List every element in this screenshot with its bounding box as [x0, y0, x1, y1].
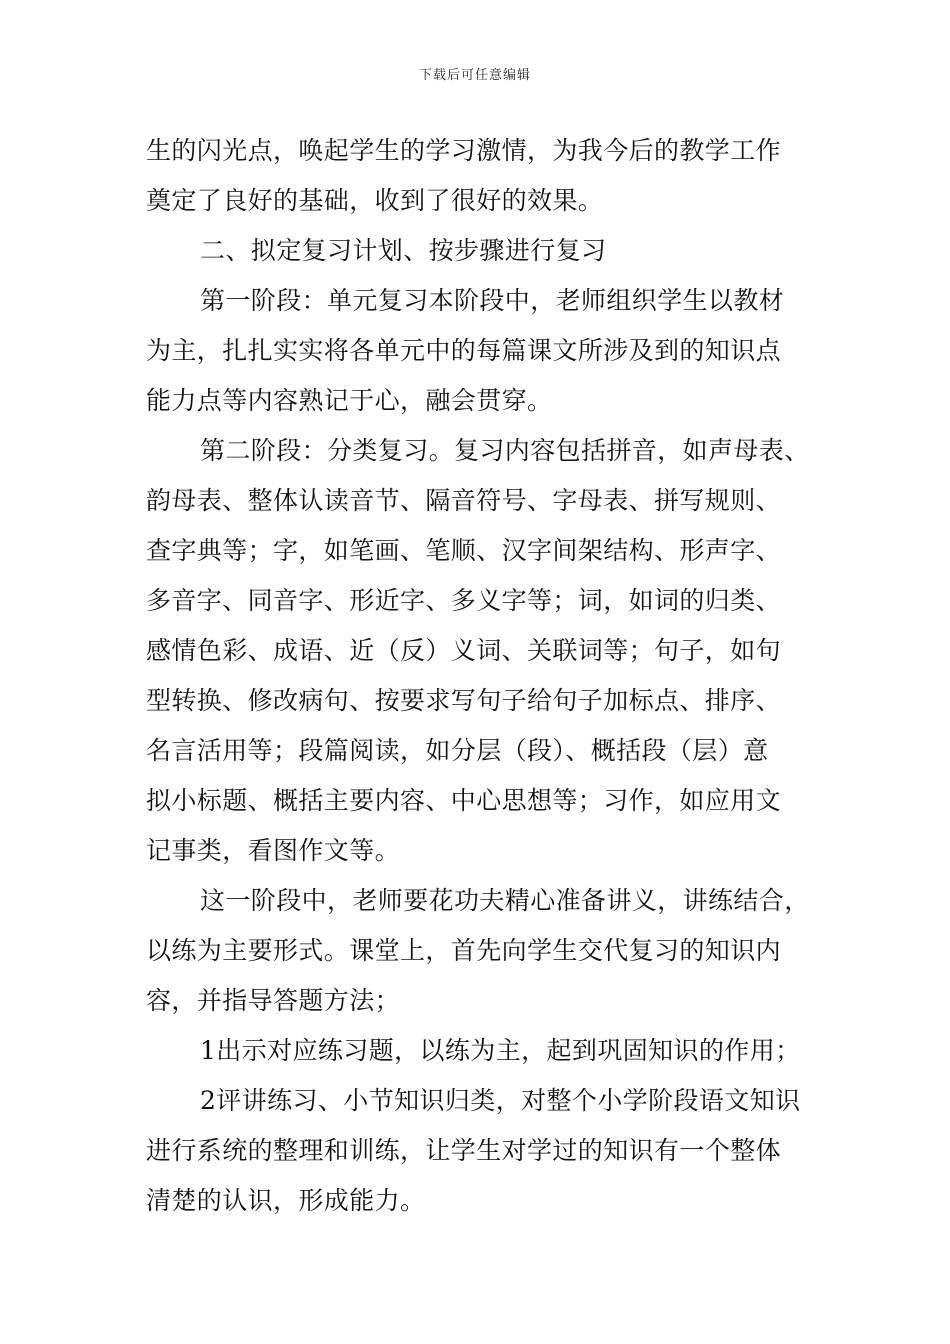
text-line-8: 韵母表、整体认读音节、隔音符号、字母表、拼写规则、 [146, 486, 782, 515]
text-line-14: 拟小标题、概括主要内容、中心思想等；习作，如应用文 [146, 786, 782, 815]
text-line-5: 为主，扎扎实实将各单元中的每篇课文所涉及到的知识点 [146, 336, 782, 365]
text-line-15: 记事类，看图作文等。 [146, 836, 401, 865]
text-line-22: 清楚的认识，形成能力。 [146, 1186, 426, 1215]
text-line-21: 进行系统的整理和训练，让学生对学过的知识有一个整体 [146, 1136, 782, 1165]
text-line-17: 以练为主要形式。课堂上，首先向学生交代复习的知识内 [146, 936, 782, 965]
text-line-12: 型转换、修改病句、按要求写句子给句子加标点、排序、 [146, 686, 782, 715]
text-line-13: 名言活用等；段篇阅读，如分层（段）、概括段（层）意 [146, 736, 769, 765]
text-line-18: 容，并指导答题方法； [146, 986, 401, 1015]
text-line-1: 生的闪光点，唤起学生的学习激情，为我今后的教学工作 [146, 136, 782, 165]
section-heading: 二、拟定复习计划、按步骤进行复习 [200, 236, 607, 265]
text-line-16: 这一阶段中，老师要花功夫精心准备讲义，讲练结合， [200, 886, 810, 915]
text-line-10: 多音字、同音字、形近字、多义字等；词，如词的归类、 [146, 586, 782, 615]
text-line-9: 查字典等；字，如笔画、笔顺、汉字间架结构、形声字、 [146, 536, 782, 565]
text-line-2: 奠定了良好的基础，收到了很好的效果。 [146, 186, 604, 215]
text-line-19: 1出示对应练习题，以练为主，起到巩固知识的作用； [200, 1036, 801, 1065]
text-line-7: 第二阶段：分类复习。复习内容包括拼音，如声母表、 [200, 436, 810, 465]
page-header: 下载后可任意编辑 [418, 68, 531, 83]
text-line-4: 第一阶段：单元复习本阶段中，老师组织学生以教材 [200, 286, 785, 315]
text-line-6: 能力点等内容熟记于心，融会贯穿。 [146, 386, 553, 415]
document-body [146, 126, 836, 1226]
text-line-11: 感情色彩、成语、近（反）义词、关联词等；句子，如句 [146, 636, 782, 665]
text-line-20: 2评讲练习、小节知识归类，对整个小学阶段语文知识 [200, 1086, 801, 1115]
